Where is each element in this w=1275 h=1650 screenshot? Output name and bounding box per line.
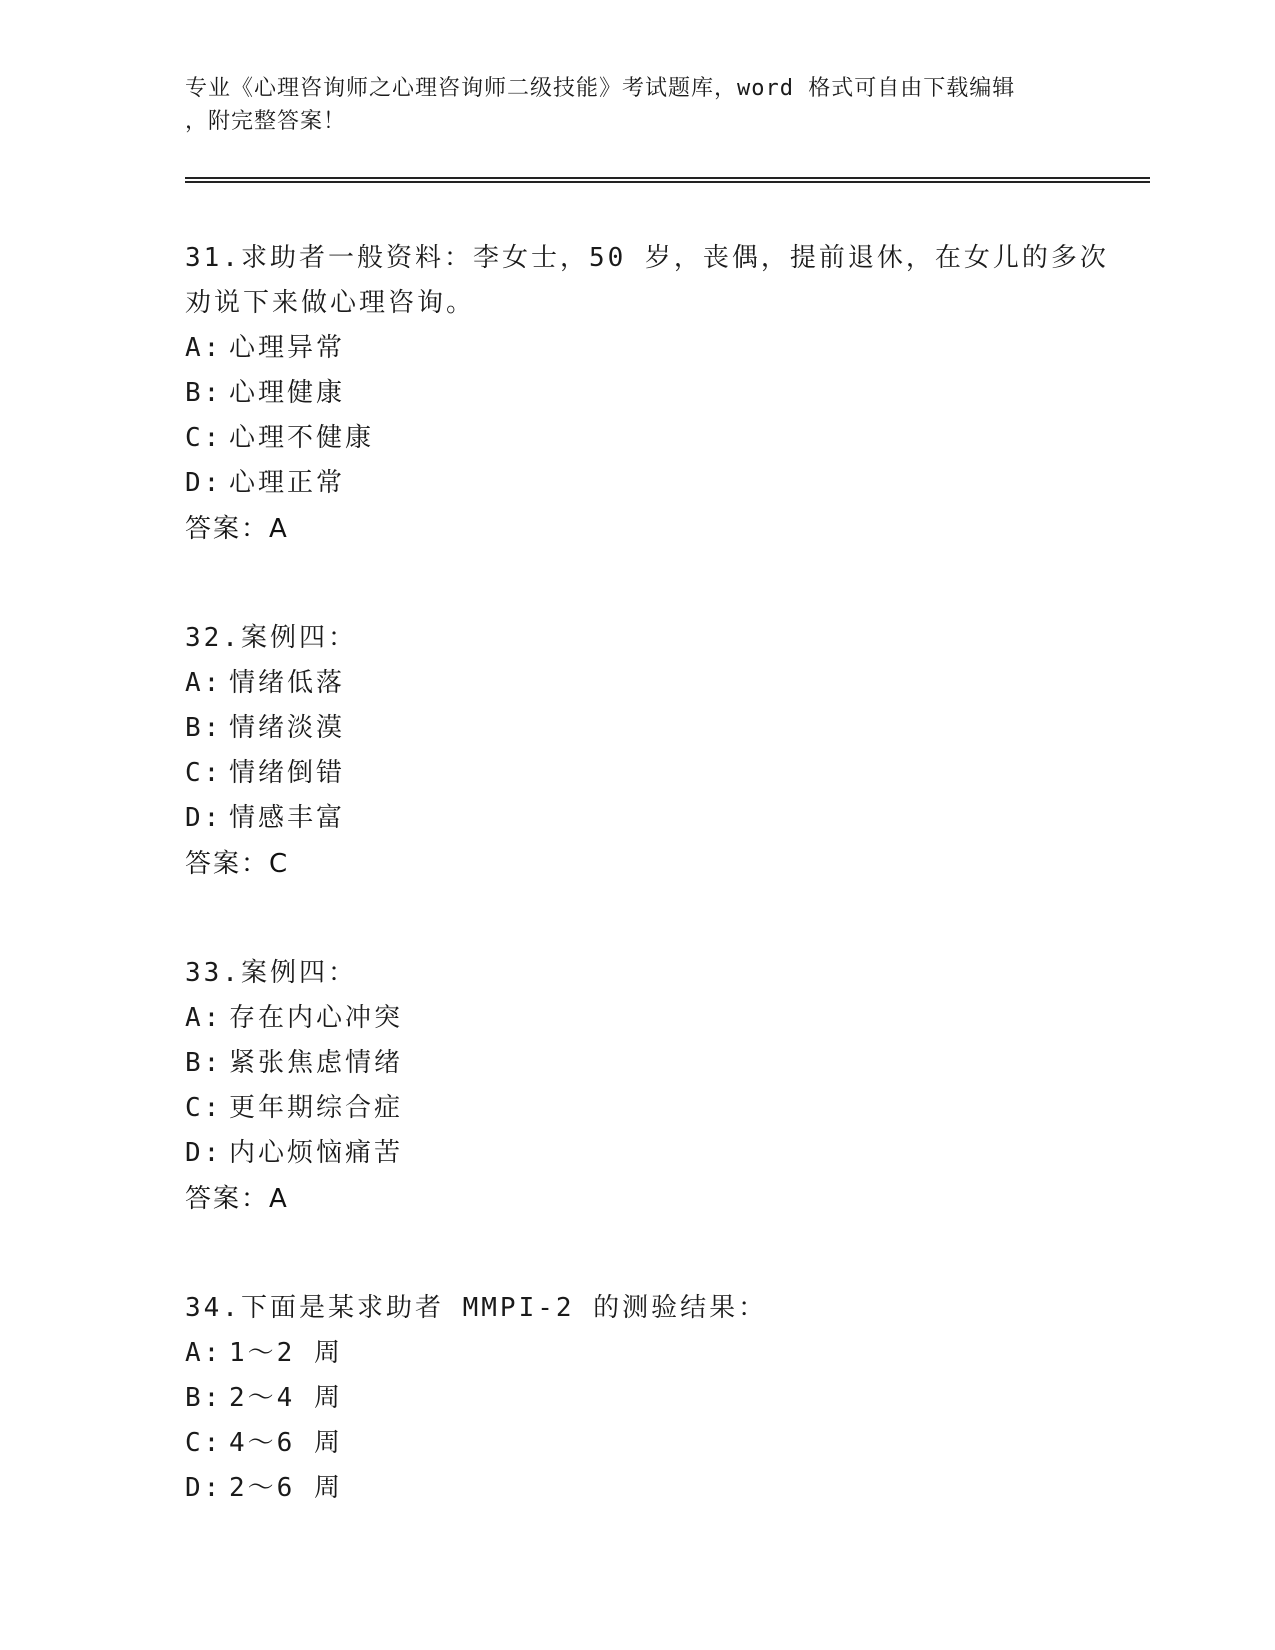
option-letter: C: (185, 1093, 223, 1123)
option-text: 心理正常 (229, 468, 346, 498)
option-letter: A: (185, 1338, 223, 1368)
option-a (185, 996, 1125, 1041)
answer: 答案：A (185, 514, 289, 544)
option-b (185, 371, 1125, 416)
option-letter: A: (185, 1003, 223, 1033)
option-text: 4～6 周 (229, 1428, 343, 1458)
option-text: 存在内心冲突 (229, 1003, 404, 1033)
question-31 (185, 236, 1125, 552)
option-text: 2～6 周 (229, 1473, 343, 1503)
option-letter: A: (185, 333, 223, 363)
answer: 答案：A (185, 1184, 289, 1214)
option-letter: C: (185, 758, 223, 788)
question-stem: 33.案例四： (185, 958, 357, 988)
option-text: 情绪倒错 (229, 758, 346, 788)
option-letter: B: (185, 713, 223, 743)
option-text: 更年期综合症 (229, 1093, 404, 1123)
header-divider-bottom (185, 181, 1150, 183)
question-stem-continued: 劝说下来做心理咨询。 (185, 288, 476, 318)
option-a (185, 661, 1125, 706)
option-text: 紧张焦虑情绪 (229, 1048, 404, 1078)
option-letter: D: (185, 468, 223, 498)
option-letter: B: (185, 1383, 223, 1413)
question-33 (185, 951, 1125, 1222)
option-b (185, 1041, 1125, 1086)
option-text: 情感丰富 (229, 803, 346, 833)
option-c (185, 1086, 1125, 1131)
option-a (185, 1331, 1125, 1376)
option-b (185, 706, 1125, 751)
question-stem: 31.求助者一般资料：李女士，50 岁，丧偶，提前退休，在女儿的多次 (185, 243, 1109, 273)
option-text: 内心烦恼痛苦 (229, 1138, 404, 1168)
option-text: 心理健康 (229, 378, 346, 408)
header-line-2: ，附完整答案！ (185, 109, 347, 134)
option-a (185, 326, 1125, 371)
option-d (185, 796, 1125, 841)
option-c (185, 751, 1125, 796)
option-text: 情绪淡漠 (229, 713, 346, 743)
option-letter: D: (185, 803, 223, 833)
option-letter: D: (185, 1473, 223, 1503)
option-c (185, 416, 1125, 461)
question-list (185, 236, 1125, 1575)
answer: 答案：C (185, 849, 290, 879)
option-letter: A: (185, 668, 223, 698)
option-b (185, 1376, 1125, 1421)
question-32 (185, 616, 1125, 887)
option-text: 1～2 周 (229, 1338, 343, 1368)
option-letter: D: (185, 1138, 223, 1168)
option-text: 情绪低落 (229, 668, 346, 698)
option-letter: C: (185, 423, 223, 453)
option-c (185, 1421, 1125, 1466)
option-text: 心理异常 (229, 333, 346, 363)
header-divider-top (185, 177, 1150, 179)
question-34 (185, 1286, 1125, 1511)
option-d (185, 461, 1125, 506)
header-line-1: 专业《心理咨询师之心理咨询师二级技能》考试题库，word 格式可自由下载编辑 (185, 76, 1016, 101)
option-letter: C: (185, 1428, 223, 1458)
question-stem: 32.案例四： (185, 623, 357, 653)
question-stem: 34.下面是某求助者 MMPI-2 的测验结果： (185, 1293, 768, 1323)
document-header (185, 72, 1085, 138)
option-d (185, 1131, 1125, 1176)
option-letter: B: (185, 378, 223, 408)
option-letter: B: (185, 1048, 223, 1078)
option-text: 心理不健康 (229, 423, 375, 453)
option-text: 2～4 周 (229, 1383, 343, 1413)
option-d (185, 1466, 1125, 1511)
